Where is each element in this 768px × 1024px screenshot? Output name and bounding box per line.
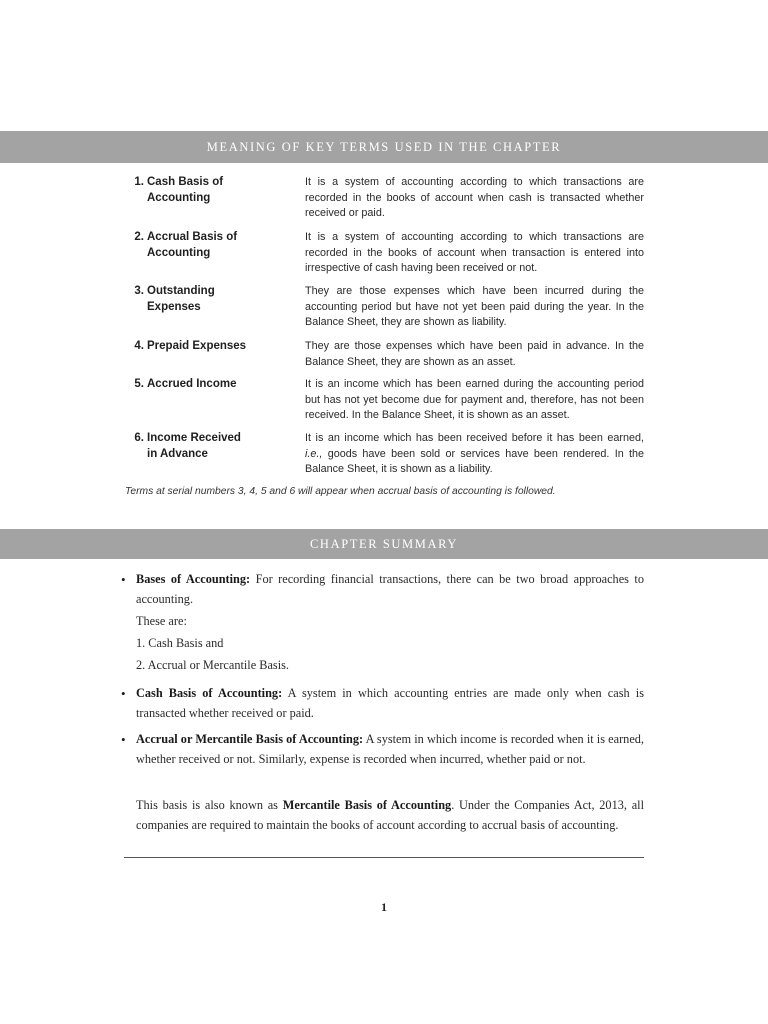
term-number: 6. (134, 432, 144, 444)
term-name: Prepaid Expenses (147, 340, 247, 352)
summary-list-item: 1. Cash Basis and (136, 636, 224, 650)
term-definition: It is an income which has been earned during the accounting period but has not yet become due for payment and, therefore, has not been received. In the Balance Sheet, it is shown as an asset. (305, 378, 644, 421)
bullet-icon: • (121, 686, 126, 701)
chapter-summary-heading: CHAPTER SUMMARY (0, 529, 768, 559)
summary-list-item: 2. Accrual or Mercantile Basis. (136, 658, 289, 672)
term-name: Outstanding Expenses (147, 285, 215, 313)
bullet-icon: • (121, 572, 126, 587)
term-number: 4. (134, 340, 144, 352)
term-number: 2. (134, 231, 144, 243)
term-definition: It is a system of accounting according to which transactions are recorded in the books of account when cash is transacted whether received or paid. (305, 176, 644, 219)
key-terms-heading: MEANING OF KEY TERMS USED IN THE CHAPTER (0, 131, 768, 163)
summary-divider (124, 857, 644, 858)
term-number: 1. (134, 176, 144, 188)
term-name: Accrual Basis of Accounting (147, 231, 238, 259)
terms-footnote: Terms at serial numbers 3, 4, 5 and 6 will appear when accrual basis of accounting is followed. (125, 486, 556, 497)
term-definition: They are those expenses which have been paid in advance. In the Balance Sheet, they are shown as an asset. (305, 340, 644, 368)
summary-mercantile-note: This basis is also known as Mercantile Basis of Accounting. Under the Companies Act, 2013, all companies are required to maintain the books of account according to accrual basis of accounting. (136, 798, 644, 832)
term-number: 3. (134, 285, 144, 297)
summary-these-are: These are: (136, 614, 187, 628)
summary-bases: Bases of Accounting: For recording financial transactions, there can be two broad approaches to accounting. (136, 572, 644, 606)
term-name: Income Received in Advance (147, 432, 241, 460)
term-number: 5. (134, 378, 144, 390)
term-definition: They are those expenses which have been incurred during the accounting period but have not yet been paid during the year. In the Balance Sheet, they are shown as liability. (305, 285, 644, 328)
bullet-icon: • (121, 732, 126, 747)
page-number: 1 (381, 900, 387, 914)
summary-accrual-basis: Accrual or Mercantile Basis of Accounting: A system in which income is recorded when it is earned, whether received or not. Similarly, expense is recorded when incurred, whether paid or not. (136, 732, 644, 766)
term-name: Cash Basis of Accounting (147, 176, 224, 204)
term-name: Accrued Income (147, 378, 237, 390)
term-definition: It is a system of accounting according to which transactions are recorded in the books of account when transaction is entered into irrespective of cash having been received or not. (305, 231, 644, 274)
summary-cash-basis: Cash Basis of Accounting: A system in which accounting entries are made only when cash is transacted whether received or paid. (136, 686, 644, 720)
term-definition: It is an income which has been received before it has been earned, i.e., goods have been sold or services have been rendered. In the Balance Sheet, it is shown as a liability. (305, 432, 644, 475)
